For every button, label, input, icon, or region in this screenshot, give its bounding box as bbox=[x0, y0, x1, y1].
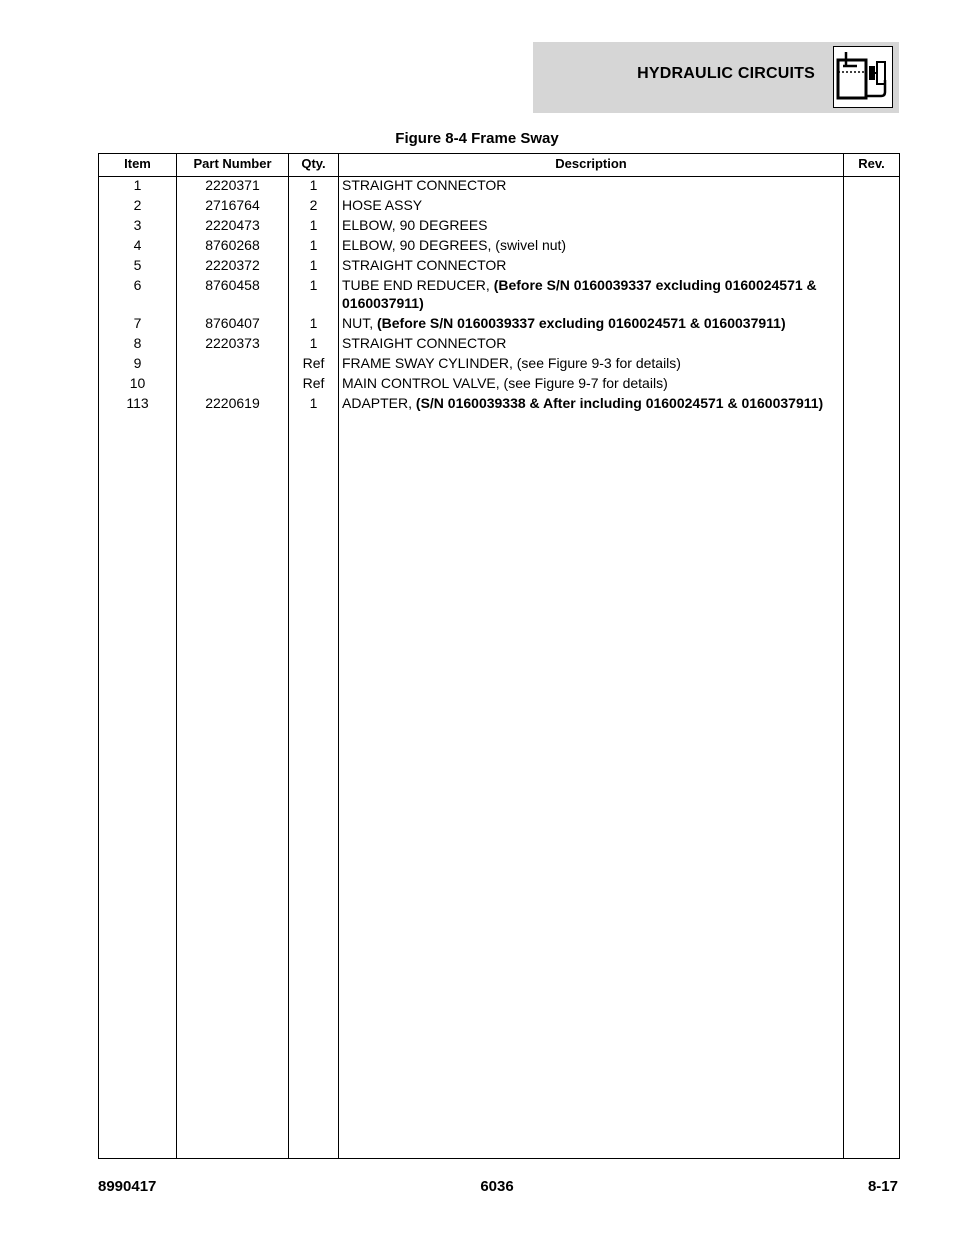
description-cell bbox=[342, 236, 832, 254]
section-title: HYDRAULIC CIRCUITS bbox=[637, 65, 815, 82]
column-header-part-number: Part Number bbox=[193, 156, 272, 171]
footer-page-number: 8-17 bbox=[867, 1178, 898, 1195]
item-cell: 4 bbox=[133, 237, 142, 253]
column-divider bbox=[843, 154, 844, 1158]
part-number-cell: 8760407 bbox=[205, 315, 260, 331]
description-text: FRAME SWAY CYLINDER, (see Figure 9-3 for details) bbox=[342, 355, 681, 371]
part-number-cell: 2716764 bbox=[205, 197, 260, 213]
parts-table bbox=[98, 153, 900, 1159]
column-divider bbox=[338, 154, 339, 1158]
qty-cell: 2 bbox=[309, 197, 318, 213]
item-cell: 6 bbox=[133, 277, 142, 293]
part-number-cell: 2220619 bbox=[205, 395, 260, 411]
qty-cell: 1 bbox=[309, 257, 318, 273]
item-cell: 7 bbox=[133, 315, 142, 331]
footer-model: 6036 bbox=[480, 1178, 514, 1195]
serial-note: (S/N 0160039338 & After including 0160024571 & 0160037911) bbox=[415, 395, 824, 411]
description-cell bbox=[342, 374, 832, 392]
description-cell bbox=[342, 176, 832, 194]
serial-note: (Before S/N 0160039337 excluding 0160024571 & 0160037911) bbox=[377, 315, 786, 331]
part-number-cell: 2220371 bbox=[205, 177, 260, 193]
part-number-cell: 2220473 bbox=[205, 217, 260, 233]
qty-cell: 1 bbox=[309, 277, 318, 293]
qty-cell: 1 bbox=[309, 335, 318, 351]
figure-title: Figure 8-4 Frame Sway bbox=[395, 130, 559, 147]
column-divider bbox=[288, 154, 289, 1158]
item-cell: 9 bbox=[133, 355, 142, 371]
column-divider bbox=[176, 154, 177, 1158]
description-cell bbox=[342, 216, 832, 234]
qty-cell: 1 bbox=[309, 237, 318, 253]
description-cell bbox=[342, 196, 832, 214]
column-header-description: Description bbox=[555, 156, 627, 171]
item-cell: 5 bbox=[133, 257, 142, 273]
qty-cell: 1 bbox=[309, 177, 318, 193]
description-text: ELBOW, 90 DEGREES, (swivel nut) bbox=[342, 237, 567, 253]
description-cell bbox=[342, 314, 832, 332]
serial-note: (Before S/N 0160039337 excluding 0160024571 & 0160037911) bbox=[342, 277, 817, 311]
section-header bbox=[533, 42, 899, 113]
hydraulic-reservoir-icon bbox=[833, 46, 893, 108]
description-text: NUT, bbox=[342, 315, 377, 331]
qty-cell: Ref bbox=[302, 355, 325, 371]
part-number-cell: 2220372 bbox=[205, 257, 260, 273]
item-cell: 1 bbox=[133, 177, 142, 193]
column-header-rev: Rev. bbox=[858, 156, 885, 171]
description-text: HOSE ASSY bbox=[342, 197, 423, 213]
item-cell: 8 bbox=[133, 335, 142, 351]
qty-cell: 1 bbox=[309, 315, 318, 331]
description-cell bbox=[342, 354, 832, 372]
description-cell bbox=[342, 256, 832, 274]
qty-cell: 1 bbox=[309, 217, 318, 233]
description-cell bbox=[342, 334, 832, 352]
item-cell: 3 bbox=[133, 217, 142, 233]
part-number-cell: 8760268 bbox=[205, 237, 260, 253]
description-text: STRAIGHT CONNECTOR bbox=[342, 177, 507, 193]
description-cell bbox=[342, 276, 832, 312]
description-text: TUBE END REDUCER, bbox=[342, 277, 494, 293]
part-number-cell: 8760458 bbox=[205, 277, 260, 293]
item-cell: 113 bbox=[126, 395, 149, 411]
description-text: STRAIGHT CONNECTOR bbox=[342, 335, 507, 351]
column-header-item: Item bbox=[124, 156, 151, 171]
column-header-qty: Qty. bbox=[301, 156, 326, 171]
qty-cell: 1 bbox=[309, 395, 318, 411]
footer-doc-number: 8990417 bbox=[98, 1178, 157, 1195]
item-cell: 10 bbox=[129, 375, 146, 391]
description-text: MAIN CONTROL VALVE, (see Figure 9-7 for details) bbox=[342, 375, 668, 391]
item-cell: 2 bbox=[133, 197, 142, 213]
description-cell bbox=[342, 394, 832, 412]
part-number-cell: 2220373 bbox=[205, 335, 260, 351]
qty-cell: Ref bbox=[302, 375, 325, 391]
description-text: ELBOW, 90 DEGREES bbox=[342, 217, 488, 233]
description-text: ADAPTER, bbox=[342, 395, 416, 411]
description-text: STRAIGHT CONNECTOR bbox=[342, 257, 507, 273]
